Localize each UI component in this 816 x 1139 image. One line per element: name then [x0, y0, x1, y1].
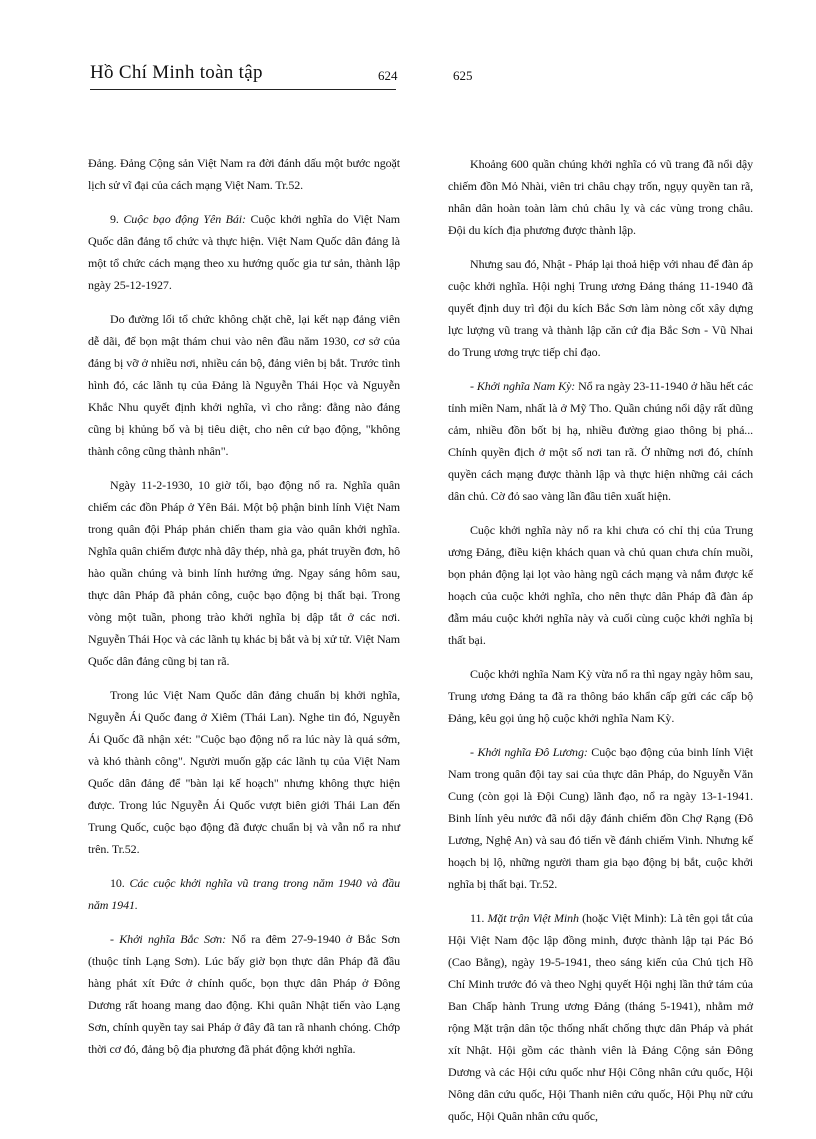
do-luong-paragraph [448, 741, 753, 895]
header-rule [90, 89, 396, 90]
left-paragraph-4: Ngày 11-2-1930, 10 giờ tối, bạo động nổ ra. Nghĩa quân chiếm các đồn Pháp ở Yên Bái. Một bộ phận binh lính Việt Nam trong quân đội Pháp phản chiến tham gia vào quân khởi nghĩa. Nghĩa quân chiếm được nhà dây thép, nhà ga, phát truyền đơn, hô hào quần chúng và binh lính hưởng ứng. Ngay sáng hôm sau, thực dân Pháp đã phản công, cuộc bạo động bị thất bại. Trong vòng một tuần, phong trào khởi nghĩa bị dập tắt ở các nơi. Nguyễn Thái Học và các lãnh tụ khác bị bắt và bị xử tử. Việt Nam Quốc dân đảng cũng bị tan rã. [88, 478, 400, 668]
note-9-number: 9. [110, 212, 124, 226]
nam-ky-title: Khởi nghĩa Nam Kỳ: [476, 379, 576, 393]
note-10-title: Các cuộc khởi nghĩa vũ trang trong năm 1940 và đầu năm 1941. [88, 876, 400, 912]
note-10-number: 10. [110, 876, 130, 890]
note-11-number: 11. [470, 911, 488, 925]
bac-son-text: Nổ ra đêm 27-9-1940 ở Bắc Sơn (thuộc tỉnh Lạng Sơn). Lúc bấy giờ bọn thực dân Pháp đã đầu hàng phát xít Đức ở chính quốc, bọn thực dân Pháp ở Đông Dương rất hoang mang dao động. Khi quân Nhật tiến vào Lạng Sơn, chính quyền tay sai Pháp ở đây đã tan rã nhanh chóng. Chớp thời cơ đó, đảng bộ địa phương đã phát động khởi nghĩa. [88, 932, 401, 1056]
page-number-left: 624 [378, 68, 398, 83]
bac-son-title: Khởi nghĩa Bắc Sơn: [119, 932, 226, 946]
note-11-text: (hoặc Việt Minh): Là tên gọi tắt của Hội Việt Nam độc lập đồng minh, được thành lập tại Pác Bó (Cao Bằng), ngày 19-5-1941, theo sáng kiến của Chủ tịch Hồ Chí Minh trước đó và theo Nghị quyết Hội nghị lần thứ tám của Ban Chấp hành Trung ương Đảng (tháng 5-1941), nhằm mở rộng Mặt trận dân tộc thống nhất chống thực dân Pháp và phát xít Nhật. Hội gồm các thành viên là Đảng Cộng sản Đông Dương và các Hội cứu quốc như Hội Công nhân cứu quốc, Hội Nông dân cứu quốc, Hội Thanh niên cứu quốc, Hội Phụ nữ cứu quốc, Hội Quân nhân cứu quốc, [448, 911, 753, 1123]
note-9-title: Cuộc bạo động Yên Bái: [123, 212, 246, 226]
nam-ky-text: Nổ ra ngày 23-11-1940 ở hầu hết các tỉnh miền Nam, nhất là ở Mỹ Tho. Quần chúng nổi dậy rất dũng cảm, nhiều đồn bốt bị hạ, nhiều đường giao thông bị phá... Chính quyền địch ở một số nơi tan rã. Ở những nơi đó, chính quyền cách mạng được thành lập và thực hiện những cải cách dân chủ. Cờ đỏ sao vàng lần đầu tiên xuất hiện. [448, 379, 753, 503]
left-paragraph-5: Trong lúc Việt Nam Quốc dân đảng chuẩn bị khởi nghĩa, Nguyễn Ái Quốc đang ở Xiêm (Thái Lan). Nghe tin đó, Nguyễn Ái Quốc đã nhận xét: "Cuộc bạo động nổ ra lúc này là quá sớm, và khó thành công". Người muốn gặp các lãnh tụ của Việt Nam Quốc dân đảng để "bàn lại kế hoạch" nhưng không thực hiện được. Trong lúc Nguyễn Ái Quốc vượt biên giới Thái Lan đến Trung Quốc, cuộc bạo động đã được chuẩn bị và vẫn nổ ra như trên. Tr.52. [88, 688, 400, 856]
do-luong-dash: - [470, 745, 478, 759]
left-paragraph-1: Đảng. Đảng Cộng sản Việt Nam ra đời đánh dấu một bước ngoặt lịch sử vĩ đại của cách mạng Việt Nam. Tr.52. [88, 156, 400, 192]
right-paragraph-1: Khoảng 600 quần chúng khởi nghĩa có vũ trang đã nổi dậy chiếm đồn Mỏ Nhài, viên tri châu chạy trốn, ngụy quyền tan rã, nhân dân hoàn toàn làm chủ châu lỵ và các vùng trong châu. Đội du kích địa phương được thành lập. [448, 157, 753, 237]
note-10-paragraph [88, 872, 400, 916]
right-paragraph-5: Cuộc khởi nghĩa Nam Kỳ vừa nổ ra thì ngay ngày hôm sau, Trung ương Đảng ta đã ra thông báo khẩn cấp gửi các cấp bộ Đảng, kêu gọi ủng hộ cuộc khởi nghĩa Nam Kỳ. [448, 667, 753, 725]
right-paragraph-4: Cuộc khởi nghĩa này nổ ra khi chưa có chỉ thị của Trung ương Đảng, điều kiện khách quan và chủ quan chưa chín muồi, bọn phản động lại lọt vào hàng ngũ cách mạng và nắm được kế hoạch của cuộc khởi nghĩa, cho nên thực dân Pháp đã đàn áp đẫm máu cuộc khởi nghĩa này và cuối cùng cuộc khởi nghĩa bị thất bại. [448, 523, 753, 647]
nam-ky-paragraph [448, 375, 753, 507]
note-9-text: Cuộc khởi nghĩa do Việt Nam Quốc dân đảng tổ chức và thực hiện. Việt Nam Quốc dân đảng là một tổ chức cách mạng theo xu hướng quốc gia tư sản, thành lập ngày 25-12-1927. [88, 212, 400, 292]
nam-ky-dash: - [470, 379, 477, 393]
do-luong-text: Cuộc bạo động của binh lính Việt Nam trong quân đội tay sai của thực dân Pháp, do Nguyễn Văn Cung (còn gọi là Đội Cung) lãnh đạo, nổ ra ngày 13-1-1941. Binh lính yêu nước đã nổi dậy đánh chiếm đồn Chợ Rạng (Đô Lương, Nghệ An) và sau đó tiến về đánh chiếm Vinh. Nhưng kế hoạch bị lộ, những người tham gia bạo động bị bắt, cuộc khởi nghĩa bị thất bại. Tr.52. [448, 745, 753, 891]
note-11-paragraph [448, 907, 753, 1127]
note-11-title: Mặt trận Việt Minh [487, 911, 579, 925]
note-9-paragraph [88, 208, 400, 296]
bac-son-paragraph [88, 928, 400, 1060]
left-paragraph-3: Do đường lối tổ chức không chặt chẽ, lại kết nạp đảng viên dễ dãi, để bọn mật thám chui vào nên đầu năm 1930, cơ sở của đảng bị vỡ ở nhiều nơi, nhiều cán bộ, đảng viên bị bắt. Trước tình hình đó, các lãnh tụ của Đảng là Nguyễn Thái Học và Nguyễn Khắc Nhu quyết định khởi nghĩa, vì cho rằng: đằng nào đảng cũng bị khủng bố và bị tiêu diệt, cho nên cứ bạo động, "không thành công cũng thành nhân". [88, 312, 400, 458]
do-luong-title: Khởi nghĩa Đô Lương: [477, 745, 588, 759]
left-column [88, 152, 400, 1072]
page-number-right: 625 [453, 68, 473, 83]
bac-son-dash: - [110, 932, 120, 946]
book-title: Hồ Chí Minh toàn tập [90, 62, 263, 83]
right-paragraph-2: Nhưng sau đó, Nhật - Pháp lại thoả hiệp với nhau để đàn áp cuộc khởi nghĩa. Hội nghị Trung ương Đảng tháng 11-1940 đã quyết định duy trì đội du kích Bắc Sơn làm nòng cốt xây dựng lực lượng vũ trang và thành lập căn cứ địa Bắc Sơn - Vũ Nhai do Trung ương trực tiếp chỉ đạo. [448, 257, 753, 359]
right-column [448, 153, 753, 1139]
